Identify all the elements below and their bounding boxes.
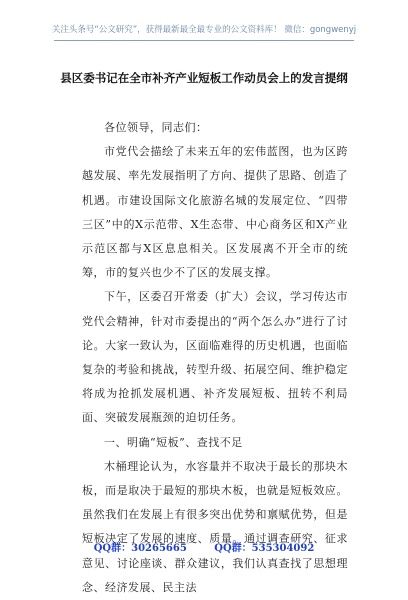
document-body: [82, 116, 348, 600]
footer: [0, 539, 408, 554]
footer-qq-group-2: QQ群：535304092: [214, 543, 315, 554]
salutation: 各位领导，同志们：: [104, 121, 208, 134]
document-title: 县区委书记在全市补齐产业短板工作动员会上的发言提纲: [60, 71, 348, 85]
header-note: 关注头条号“公文研究”，获得最新最全最专业的公文资料库！ 微信：gongwenyj: [51, 25, 357, 35]
footer-qq-group-1: QQ群：30265665: [93, 543, 187, 554]
body-paragraph: 市党代会描绘了未来五年的宏伟蓝图，也为区跨越发展、率先发展指明了方向、提供了思路、创造了机遇。市建设国际文化旅游名城的发展定位、“四带三区”中的X示范带、X生态带、中心商务区和X产业示范区都与X区息息相关。区发展离不开全市的统筹，市的复兴也少不了区的发展支撑。: [82, 145, 348, 280]
body-paragraph: 木桶理论认为，水容量并不取决于最长的那块木板，而是取决于最短的那块木板，也就是短板效应。虽然我们在发展上有很多突出优势和禀赋优势，但是短板决定了发展的速度、质量。通过调查研究、征求意见、讨论座谈、群众建议，我们认真查找了思想理念、经济发展、民主法: [82, 459, 348, 594]
section-heading: 一、明确“短板”、查找不足: [104, 435, 243, 449]
header-divider: [54, 40, 354, 41]
body-paragraph: 下午，区委召开常委（扩大）会议，学习传达市党代会精神，针对市委提出的“两个怎么办”进行了讨论。大家一致认为，区面临难得的历史机遇，也面临复杂的考验和挑战，转型升级、拓展空间、维护稳定将成为抢抓发展机遇、补齐发展短板、扭转不利局面、突破发展瓶颈的迫切任务。: [82, 290, 348, 425]
